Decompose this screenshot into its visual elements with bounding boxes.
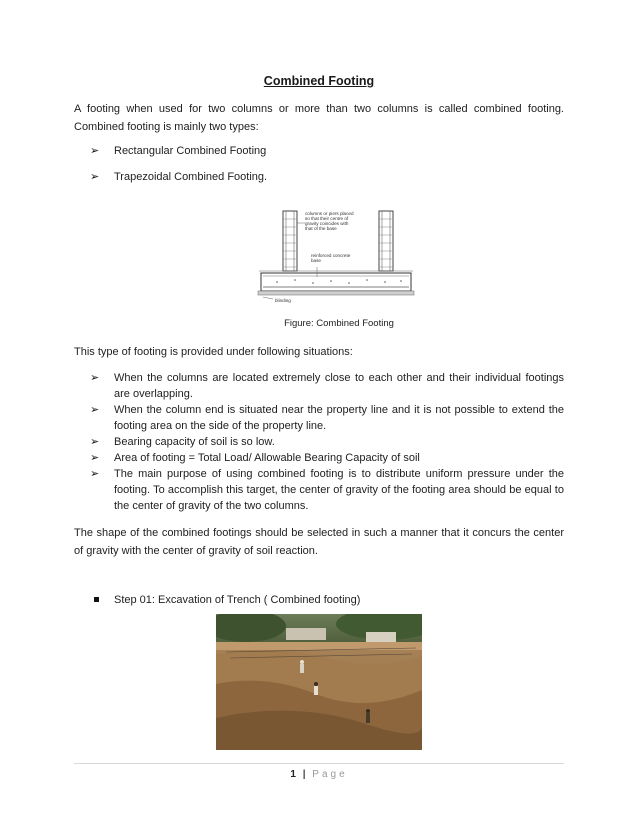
- list-item: [74, 402, 564, 434]
- page-word: Page: [312, 769, 348, 780]
- square-bullet-icon: [94, 597, 99, 602]
- figure-caption: Figure: Combined Footing: [284, 318, 394, 329]
- list-item-text: When the column end is situated near the property line and it is not possible to extend the footing area on the side of the property line.: [114, 404, 564, 432]
- footer-divider: [74, 763, 564, 764]
- list-item: [74, 592, 564, 608]
- combined-footing-figure: [255, 205, 417, 305]
- arrow-bullet-icon: ➢: [90, 436, 100, 448]
- list-item: [74, 143, 564, 159]
- list-item: [74, 169, 564, 185]
- types-list: [74, 143, 564, 185]
- list-item: [74, 450, 564, 466]
- shape-paragraph: The shape of the combined footings should be selected in such a manner that it concurs the center of gravity with the center of gravity of soil reaction.: [74, 527, 564, 557]
- arrow-bullet-icon: ➢: [90, 468, 100, 480]
- footer-separator: |: [302, 769, 306, 780]
- list-item-text: Area of footing = Total Load/ Allowable Bearing Capacity of soil: [114, 452, 420, 464]
- combined-footing-diagram: [255, 205, 417, 305]
- list-item: [74, 466, 564, 514]
- list-item-text: Bearing capacity of soil is so low.: [114, 436, 275, 448]
- figure-label-columns: columns or piers placed so that their centre of gravity coincides with that of the base: [305, 211, 354, 231]
- steps-list: [74, 592, 564, 608]
- list-item-text: The main purpose of using combined footing is to distribute uniform pressure under the footing. To accomplish this target, the center of gravity of the footing area should be equal to the center of gravity of the two columns.: [114, 468, 564, 512]
- figure-label-concrete: reinforced concrete base: [311, 253, 351, 263]
- list-item: [74, 434, 564, 450]
- list-item: [74, 370, 564, 402]
- list-item-text: Step 01: Excavation of Trench ( Combined footing): [114, 594, 361, 606]
- page-title: Combined Footing: [263, 74, 375, 88]
- page-footer: [0, 769, 638, 780]
- intro-paragraph: A footing when used for two columns or more than two columns is called combined footing. Combined footing is mainly two types:: [74, 103, 564, 133]
- excavation-image: [216, 614, 422, 750]
- page-number: 1: [290, 769, 296, 780]
- excavation-photo: [216, 614, 422, 750]
- arrow-bullet-icon: ➢: [90, 452, 100, 464]
- list-item-text: Trapezoidal Combined Footing.: [114, 171, 268, 183]
- arrow-bullet-icon: ➢: [90, 372, 100, 384]
- list-item-text: When the columns are located extremely close to each other and their individual footings are overlapping.: [114, 372, 564, 400]
- situations-intro: This type of footing is provided under following situations:: [74, 346, 353, 358]
- list-item-text: Rectangular Combined Footing: [114, 145, 267, 157]
- arrow-bullet-icon: ➢: [90, 145, 100, 157]
- situations-list: [74, 370, 564, 514]
- arrow-bullet-icon: ➢: [90, 171, 100, 183]
- figure-label-blinding: blinding: [275, 298, 291, 303]
- arrow-bullet-icon: ➢: [90, 404, 100, 416]
